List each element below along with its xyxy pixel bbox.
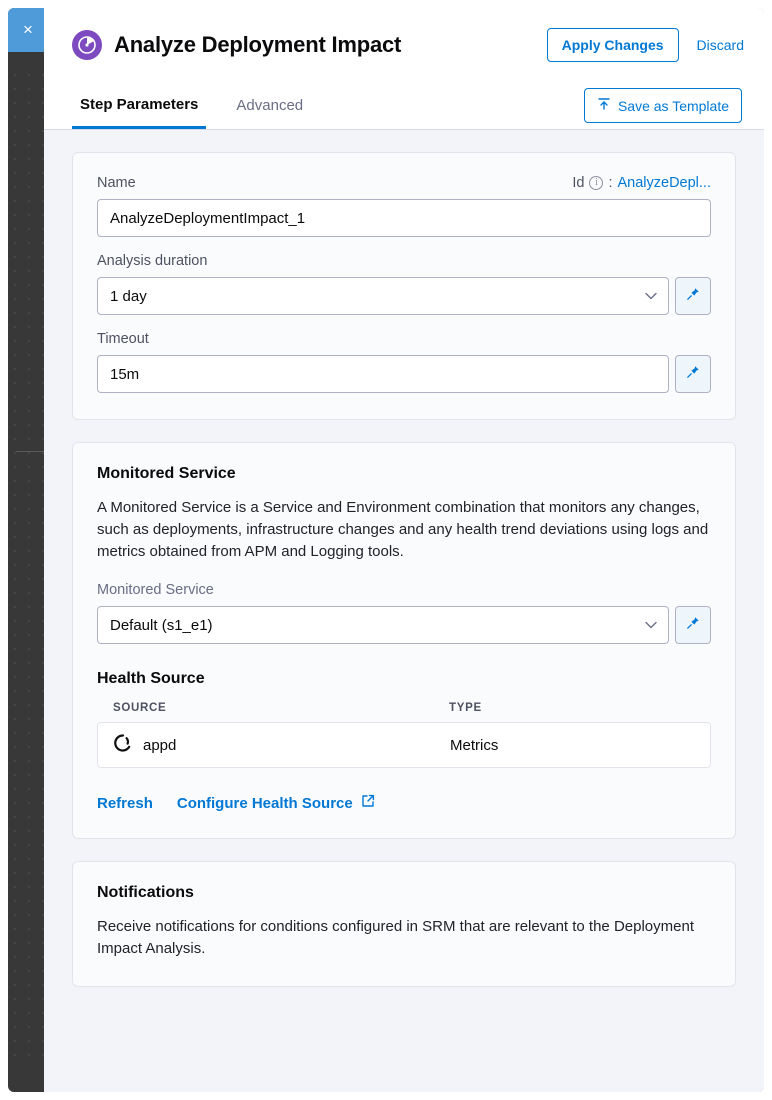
tab-advanced[interactable] <box>228 82 311 129</box>
tab-bar <box>44 82 764 130</box>
save-as-template-button[interactable] <box>584 88 742 123</box>
configure-health-source-label: Configure Health Source <box>176 794 353 812</box>
tab-step-parameters[interactable] <box>72 82 206 129</box>
step-config-drawer <box>44 8 764 1092</box>
refresh-link[interactable] <box>97 795 153 812</box>
name-field-block <box>97 175 711 237</box>
analysis-duration-label: Analysis duration <box>97 253 208 269</box>
pin-icon <box>686 365 700 384</box>
health-source-title: Health Source <box>97 670 205 688</box>
step-parameters-card <box>72 152 736 420</box>
template-upload-icon <box>597 97 611 114</box>
analysis-duration-value: 1 day <box>110 287 147 305</box>
page-title: Analyze Deployment Impact <box>114 32 402 57</box>
tab-bar-spacer <box>333 82 584 129</box>
drawer-header <box>44 8 764 82</box>
timeout-input[interactable] <box>97 355 669 393</box>
external-link-icon <box>361 794 375 812</box>
duration-pin-button[interactable] <box>675 277 711 315</box>
close-icon: × <box>23 20 33 39</box>
pin-icon <box>686 616 700 635</box>
timeout-label: Timeout <box>97 331 149 347</box>
name-input[interactable] <box>97 199 711 237</box>
step-id-group <box>572 175 711 191</box>
pin-icon <box>686 287 700 306</box>
monitored-service-field-label: Monitored Service <box>97 582 214 599</box>
save-as-template-label: Save as Template <box>617 97 729 114</box>
backdrop-dot-grid <box>8 68 48 1068</box>
analysis-duration-field-block <box>97 253 711 315</box>
monitored-service-card <box>72 442 736 839</box>
name-label: Name <box>97 175 136 191</box>
timeout-field-block <box>97 331 711 393</box>
id-value[interactable]: AnalyzeDepl... <box>617 175 711 191</box>
notifications-title: Notifications <box>97 884 194 902</box>
timeout-input-wrap <box>97 355 669 393</box>
appdynamics-icon <box>114 734 132 756</box>
monitored-service-input-row <box>97 606 711 644</box>
duration-input-row <box>97 277 711 315</box>
monitored-service-pin-button[interactable] <box>675 606 711 644</box>
analysis-duration-select[interactable] <box>97 277 669 315</box>
monitored-service-value: Default (s1_e1) <box>110 616 213 634</box>
close-drawer-button[interactable] <box>8 8 48 52</box>
duration-label-row <box>97 253 711 269</box>
refresh-label: Refresh <box>97 794 153 812</box>
health-source-table-header <box>97 702 711 722</box>
monitored-service-select-wrap <box>97 606 669 644</box>
health-source-links <box>97 794 711 812</box>
name-label-row <box>97 175 711 191</box>
notifications-card <box>72 861 736 987</box>
monitored-service-select[interactable] <box>97 606 669 644</box>
tab-step-parameters-label: Step Parameters <box>80 95 199 113</box>
apply-changes-button[interactable]: Apply Changes <box>547 28 679 62</box>
health-source-cell <box>114 734 450 756</box>
id-label: Id <box>572 175 585 191</box>
deployment-impact-icon <box>72 30 102 60</box>
column-header-type: TYPE <box>449 702 482 715</box>
timeout-input-row <box>97 355 711 393</box>
discard-button[interactable]: Discard <box>696 37 744 53</box>
id-separator: : <box>608 175 613 191</box>
info-icon[interactable]: i <box>589 176 603 190</box>
drawer-body <box>44 130 764 1092</box>
health-source-name: appd <box>143 736 177 754</box>
timeout-pin-button[interactable] <box>675 355 711 393</box>
notifications-description: Receive notifications for conditions configured in SRM that are relevant to the Deployment Impact Analysis. <box>97 918 694 957</box>
timeout-label-row <box>97 331 711 347</box>
duration-select-wrap <box>97 277 669 315</box>
monitored-service-description: A Monitored Service is a Service and Environment combination that monitors any changes, such as deployments, infrastructure changes and any health trend deviations using logs and metrics obtained from APM and Logging tools. <box>97 499 709 560</box>
table-row[interactable] <box>97 722 711 768</box>
column-header-source: SOURCE <box>113 702 167 715</box>
monitored-service-title: Monitored Service <box>97 465 236 482</box>
health-source-type: Metrics <box>450 736 499 754</box>
configure-health-source-link[interactable] <box>177 794 375 812</box>
tab-advanced-label: Advanced <box>236 97 304 114</box>
